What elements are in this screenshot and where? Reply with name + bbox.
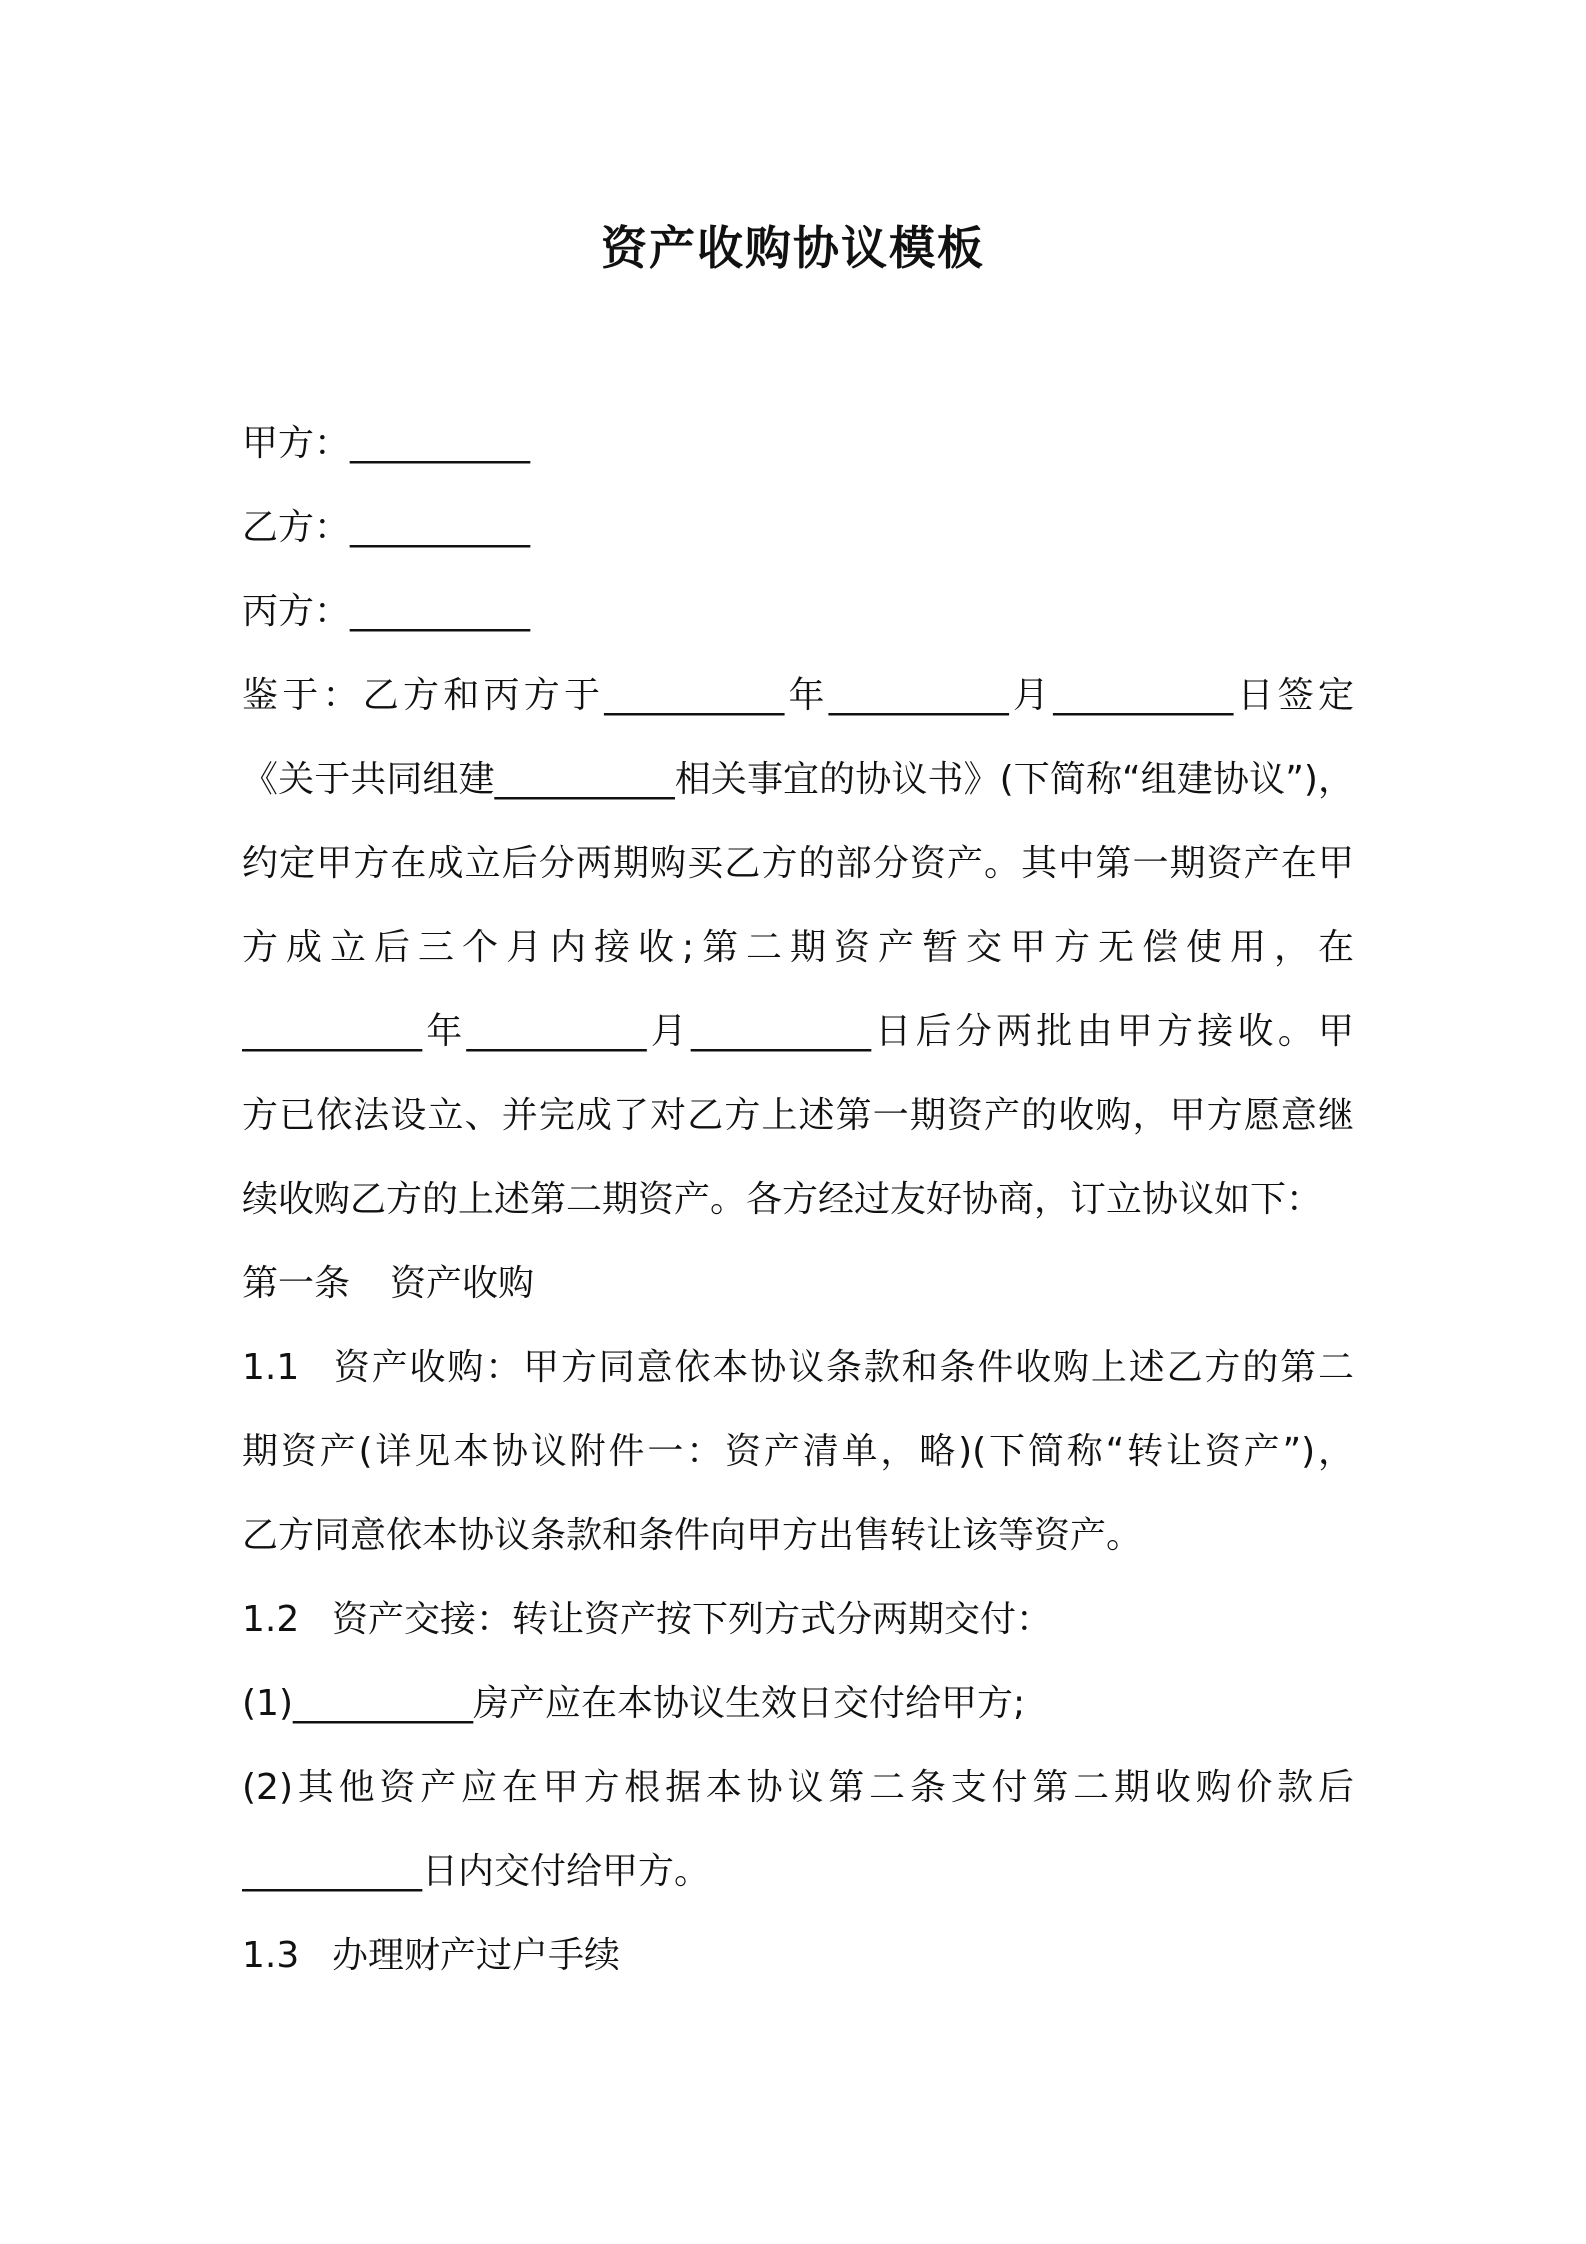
clause-1-3-heading	[242, 1914, 1354, 1998]
clause-title: 办理财产过户手续	[332, 1935, 621, 1976]
article-title: 资产收购	[390, 1263, 535, 1304]
party-c-line: 丙方：__________	[242, 591, 531, 632]
preamble-line: 鉴于：乙方和丙方于__________年__________月__________日签定	[242, 675, 1354, 716]
party-a-line: 甲方：__________	[242, 423, 531, 464]
clause-1-2-line: __________日内交付给甲方。	[242, 1851, 711, 1892]
clause-number: 1.2	[242, 1599, 300, 1640]
article-number: 第一条	[242, 1263, 351, 1304]
preamble-line: 《关于共同组建__________相关事宜的协议书》(下简称“组建协议”)，	[242, 759, 1354, 800]
article-1-heading	[242, 1242, 1354, 1326]
clause-1-1-line	[242, 1326, 1354, 1410]
document-title: 资产收购协议模板	[601, 221, 985, 275]
clause-1-2-line	[242, 1578, 1354, 1662]
preamble-line: 续收购乙方的上述第二期资产。各方经过友好协商，订立协议如下：	[242, 1179, 1323, 1220]
clause-1-2-line: (1)__________房产应在本协议生效日交付给甲方;	[242, 1683, 1026, 1724]
preamble-line: 约定甲方在成立后分两期购买乙方的部分资产。其中第一期资产在甲	[242, 843, 1354, 884]
clause-number: 1.1	[242, 1347, 300, 1388]
preamble-line: 方已依法设立、并完成了对乙方上述第一期资产的收购，甲方愿意继	[242, 1095, 1354, 1136]
clause-number: 1.3	[242, 1935, 300, 1976]
party-b-line: 乙方：__________	[242, 507, 531, 548]
preamble-line: __________年__________月__________日后分两批由甲方接收。甲	[242, 1011, 1354, 1052]
clause-text: 资产交接：转让资产按下列方式分两期交付：	[332, 1599, 1053, 1640]
document-body	[242, 402, 1354, 1998]
clause-1-1-line: 乙方同意依本协议条款和条件向甲方出售转让该等资产。	[242, 1515, 1143, 1556]
clause-1-1-line: 期资产(详见本协议附件一：资产清单，略)(下简称“转让资产”)，	[242, 1431, 1354, 1472]
clause-text: 资产收购：甲方同意依本协议条款和条件收购上述乙方的第二	[332, 1347, 1354, 1388]
preamble-line: 方成立后三个月内接收;第二期资产暂交甲方无偿使用，在	[242, 927, 1354, 968]
clause-1-2-line: (2)其他资产应在甲方根据本协议第二条支付第二期收购价款后	[242, 1767, 1354, 1808]
